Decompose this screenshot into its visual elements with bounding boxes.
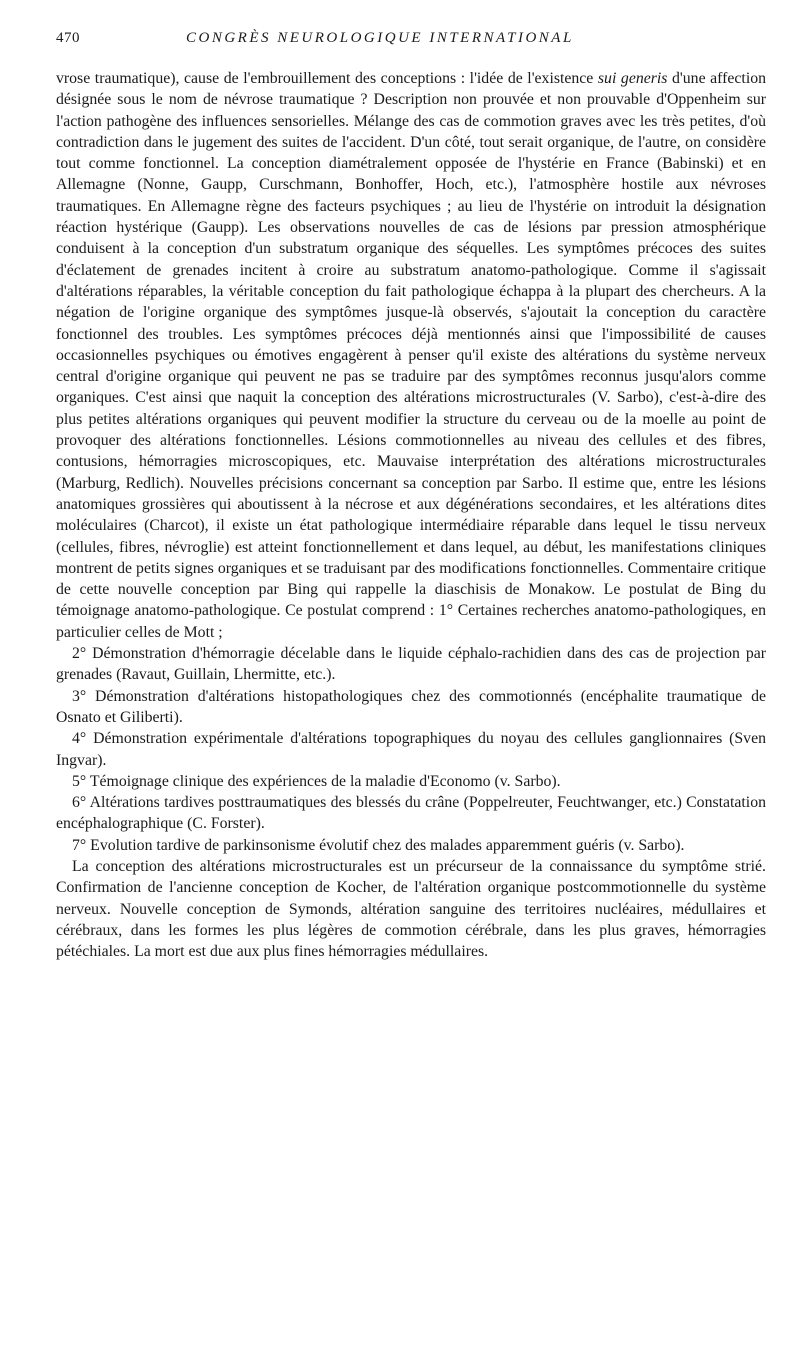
list-item-4: 4° Démonstration expérimentale d'altérations topographiques du noyau des cellules ganglionnaires (Sven Ingvar).: [56, 730, 766, 769]
running-head: [56, 30, 766, 60]
paragraph-main: [56, 68, 766, 643]
paragraph-main-rest: d'une affection désignée sous le nom de névrose traumatique ? Description non prouvée et non prouvable d'Oppenheim sur l'action pathogène des influences sensorielles. Mélange des cas de commotion graves avec les très petites, d'où contradiction dans le jugement des suites de l'accident. D'un côté, tout serait organique, de l'autre, on considère tout comme fonctionnel. La conception diamétralement opposée de l'hystérie en France (Babinski) et en Allemagne (Nonne, Gaupp, Curschmann, Bonhoffer, Hoch, etc.), l'atmosphère hostile aux névroses traumatiques. En Allemagne règne des facteurs psychiques ; au lieu de l'hystérie on introduit la désignation réaction hystérique (Gaupp). Les observations nouvelles de cas de lésions par pression atmosphérique conduisent à la conception d'un substratum organique des séquelles. Les symptômes précoces des suites d'éclatement de grenades incitent à croire au substratum anatomo-pathologique. Comme il s'agissait d'altérations réparables, la véritable conception du fait pathologique échappa à la plupart des chercheurs. A la négation de l'origine organique des symptômes jusque-là observés, s'ajoutait la conception du caractère fonctionnel des troubles. Les symptômes précoces déjà mentionnés ainsi que l'impossibilité de causes occasionnelles psychiques ou émotives engagèrent à penser qu'il existe des altérations du système nerveux central d'origine organique qui peuvent ne pas se traduire par des symptômes reconnus jusqu'alors comme organiques. C'est ainsi que naquit la conception des altérations microstructurales (V. Sarbo), c'est-à-dire des plus petites altérations organiques qui peuvent modifier la structure du cerveau ou de la moelle au point de provoquer des altérations fonctionnelles. Lésions commotionnelles au niveau des cellules et des fibres, contusions, hémorragies microscopiques, etc. Mauvaise interprétation des altérations microstructurales (Marburg, Redlich). Nouvelles précisions concernant sa conception par Sarbo. Il estime que, entre les lésions anatomiques grossières qui aboutissent à la nécrose et aux dégénérations secondaires, et les altérations dites moléculaires (Charcot), il existe un état pathologique intermédiaire réparable dans lequel le tissu nerveux (cellules, fibres, névroglie) est atteint fonctionnellement et dans lequel, au début, les manifestations cliniques montrent de petits signes organiques et se traduisant par des modifications fonctionnelles. Commentaire critique de cette nouvelle conception par Bing qui rappelle la diaschisis de Monakow. Le postulat de Bing du témoignage anatomo-pathologique. Ce postulat comprend : 1° Certaines recherches anatomo-pathologiques, en particulier celles de Mott ;: [56, 70, 767, 641]
list-item-5: 5° Témoignage clinique des expériences de la maladie d'Economo (v. Sarbo).: [72, 772, 561, 790]
running-title: CONGRÈS NEUROLOGIQUE INTERNATIONAL: [186, 30, 574, 46]
body-text: [56, 68, 766, 962]
book-page: [56, 30, 766, 962]
list-item-7: 7° Evolution tardive de parkinsonisme évolutif chez des malades apparemment guéris (v. Sarbo).: [72, 836, 685, 854]
list-item-6: 6° Altérations tardives posttraumatiques des blessés du crâne (Poppelreuter, Feuchtwanger, etc.) Constatation encéphalographique (C. Forster).: [56, 794, 766, 833]
list-item-3: 3° Démonstration d'altérations histopathologiques chez des commotionnés (encéphalite traumatique de Osnato et Giliberti).: [56, 687, 766, 726]
paragraph-main-start: vrose traumatique), cause de l'embrouillement des conceptions : l'idée de l'existence: [56, 70, 598, 87]
list-item-2: 2° Démonstration d'hémorragie décelable dans le liquide céphalo-rachidien dans des cas de projection par grenades (Ravaut, Guillain, Lhermitte, etc.).: [56, 645, 766, 684]
paragraph-conclusion: La conception des altérations microstructurales est un précurseur de la connaissance du symptôme strié. Confirmation de l'ancienne conception de Kocher, de l'altération organique postcommotionnelle du système nerveux. Nouvelle conception de Symonds, altération sanguine des territoires nucléaires, médullaires et cérébraux, dans les formes les plus légères de commotion cérébrale, dans les plus graves, hémorragies pétéchiales. La mort est due aux plus fines hémorragies médullaires.: [56, 857, 766, 961]
page-number: 470: [56, 30, 80, 46]
italic-term: sui generis: [597, 70, 668, 87]
